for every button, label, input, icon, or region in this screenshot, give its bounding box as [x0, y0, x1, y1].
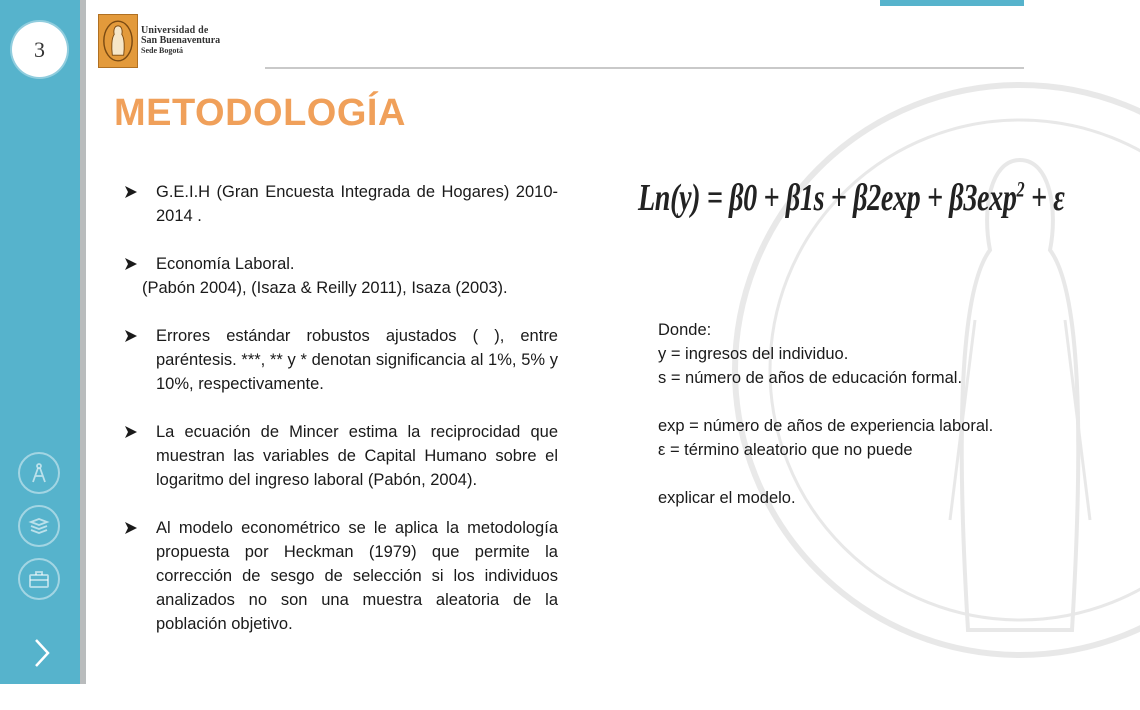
equation-tail: + ε: [1024, 177, 1065, 219]
compass-icon[interactable]: [18, 452, 60, 494]
arrow-bullet-icon: [124, 521, 138, 535]
definition-y: y = ingresos del individuo.: [658, 345, 849, 363]
logo-line-1: Universidad de: [141, 25, 209, 36]
bullet-citation: (Pabón 2004), (Isaza & Reilly 2011), Isaza (2003).: [142, 279, 508, 297]
chevron-right-icon[interactable]: [30, 636, 54, 670]
university-seal-icon: [98, 14, 138, 68]
arrow-bullet-icon: [124, 329, 138, 343]
sidebar-divider: [80, 0, 86, 684]
university-logo: [98, 14, 220, 68]
mincer-equation: [638, 176, 1064, 220]
briefcase-icon[interactable]: [18, 558, 60, 600]
bullet-text: G.E.I.H (Gran Encuesta Integrada de Hogares) 2010-2014 .: [156, 183, 558, 225]
university-name: [141, 26, 220, 56]
page-number: 3: [12, 22, 67, 77]
bullet-item: [124, 324, 558, 396]
definition-epsilon: ε = término aleatorio que no puede: [658, 441, 913, 459]
equation-main: Ln(y) = β0 + β1s + β2exp + β3exp: [638, 177, 1017, 219]
bullet-text: Al modelo econométrico se le aplica la metodología propuesta por Heckman (1979) que permite la corrección de sesgo de selección si los individuos analizados no son una muestra aleatoria de la población objetivo.: [156, 519, 558, 633]
logo-line-3: Sede Bogotá: [141, 46, 183, 55]
arrow-bullet-icon: [124, 425, 138, 439]
arrow-bullet-icon: [124, 185, 138, 199]
variable-definitions: [658, 318, 1003, 510]
definition-exp: exp = número de años de experiencia laboral.: [658, 417, 994, 435]
bullet-item: [124, 420, 558, 492]
logo-line-2: San Buenaventura: [141, 35, 221, 46]
methodology-bullet-list: [124, 180, 558, 636]
slide-title: METODOLOGÍA: [114, 92, 406, 134]
bullet-item: [124, 180, 558, 228]
header-divider: [265, 67, 1024, 69]
arrow-bullet-icon: [124, 257, 138, 271]
equation-exponent: 2: [1016, 176, 1025, 202]
definition-epsilon-cont: explicar el modelo.: [658, 489, 796, 507]
bullet-text: Errores estándar robustos ajustados ( ), entre paréntesis. ***, ** y * denotan significancia al 1%, 5% y 10%, respectivamente.: [156, 327, 558, 393]
bullet-item: [124, 516, 558, 636]
left-sidebar: [0, 0, 80, 684]
definition-s: s = número de años de educación formal.: [658, 369, 963, 387]
bullet-text: La ecuación de Mincer estima la reciprocidad que muestran las variables de Capital Humano sobre el logaritmo del ingreso laboral (Pabón, 2004).: [156, 423, 558, 489]
top-accent-bar: [880, 0, 1024, 6]
bullet-text: Economía Laboral.: [156, 255, 295, 273]
bullet-item: [124, 252, 558, 276]
book-stack-icon[interactable]: [18, 505, 60, 547]
definitions-heading: Donde:: [658, 321, 712, 339]
